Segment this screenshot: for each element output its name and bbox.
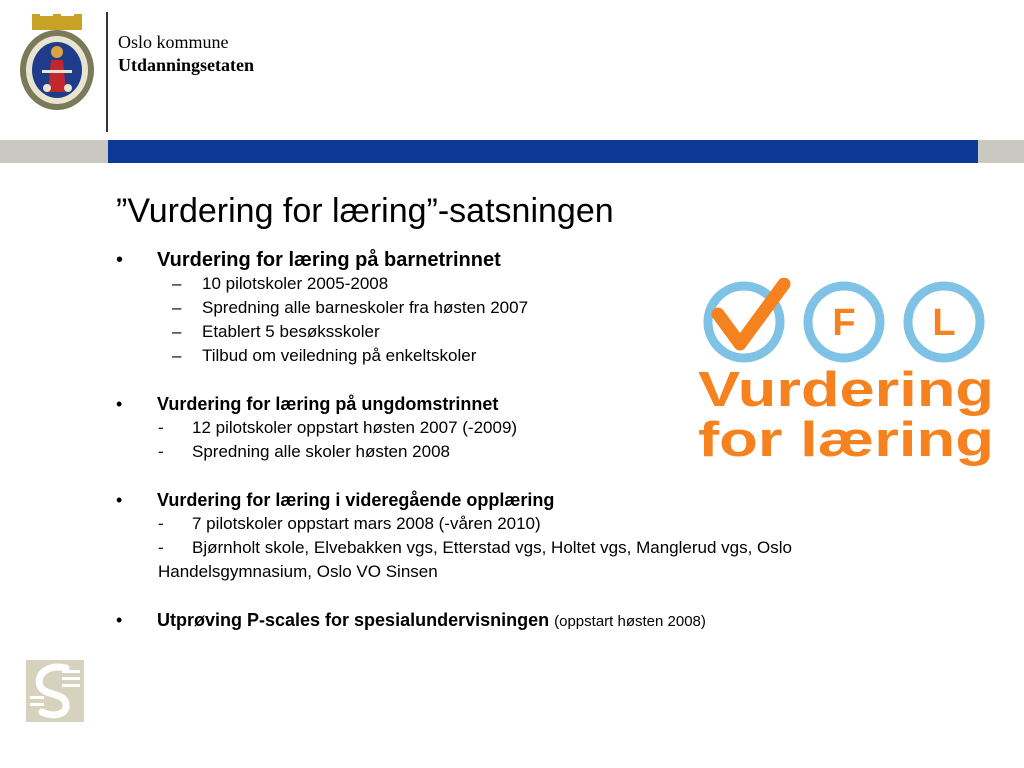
list-item: - Bjørnholt skole, Elvebakken vgs, Etterstad vgs, Holtet vgs, Manglerud vgs, Oslo Handelsgymnasium, Oslo VO Sinsen: [158, 538, 792, 581]
letter-l: L: [932, 302, 956, 344]
section-heading: Vurdering for læring på ungdomstrinnet: [157, 394, 499, 414]
logo-line-2: for læring: [698, 413, 994, 467]
org-name: Oslo kommune: [118, 32, 229, 52]
section-heading: Vurdering for læring i videregående opplæring: [157, 490, 555, 510]
bullet: •: [116, 394, 123, 414]
bullet: •: [116, 490, 123, 510]
org-block: [118, 31, 254, 77]
department-name: Utdanningsetaten: [118, 55, 255, 75]
utdanningsetaten-symbol-icon: [26, 660, 84, 722]
list-item: - 12 pilotskoler oppstart høsten 2007 (-2009): [158, 418, 518, 437]
section-p-scales: [116, 608, 916, 634]
header-band-blue: [108, 140, 978, 163]
logo-line-1: Vurdering: [698, 363, 994, 417]
list-item: - Spredning alle skoler høsten 2008: [158, 442, 450, 461]
section-videregaende: [116, 488, 916, 512]
section-heading: Vurdering for læring på barnetrinnet: [157, 249, 501, 271]
bullet: •: [116, 249, 124, 271]
list-item: - 7 pilotskoler oppstart mars 2008 (-våren 2010): [158, 514, 541, 533]
oslo-crest-icon: [18, 14, 96, 114]
bullet: •: [116, 610, 123, 630]
slide-title: ”Vurdering for læring”-satsningen: [116, 192, 614, 230]
list-item: – Spredning alle barneskoler fra høsten 2007: [172, 298, 529, 317]
header-band-grey-left: [0, 140, 108, 163]
list-item: – Etablert 5 besøksskoler: [172, 322, 380, 341]
list-item: – 10 pilotskoler 2005-2008: [172, 274, 389, 293]
vfl-logo: [696, 278, 996, 468]
header-band-grey-right: [978, 140, 1024, 163]
section-barnetrinnet: [116, 248, 916, 272]
header-divider: [106, 12, 108, 132]
list-item: – Tilbud om veiledning på enkeltskoler: [172, 346, 477, 365]
section-note: (oppstart høsten 2008): [554, 613, 706, 630]
letter-f: F: [832, 302, 856, 344]
section-heading: Utprøving P-scales for spesialundervisningen: [157, 610, 550, 630]
